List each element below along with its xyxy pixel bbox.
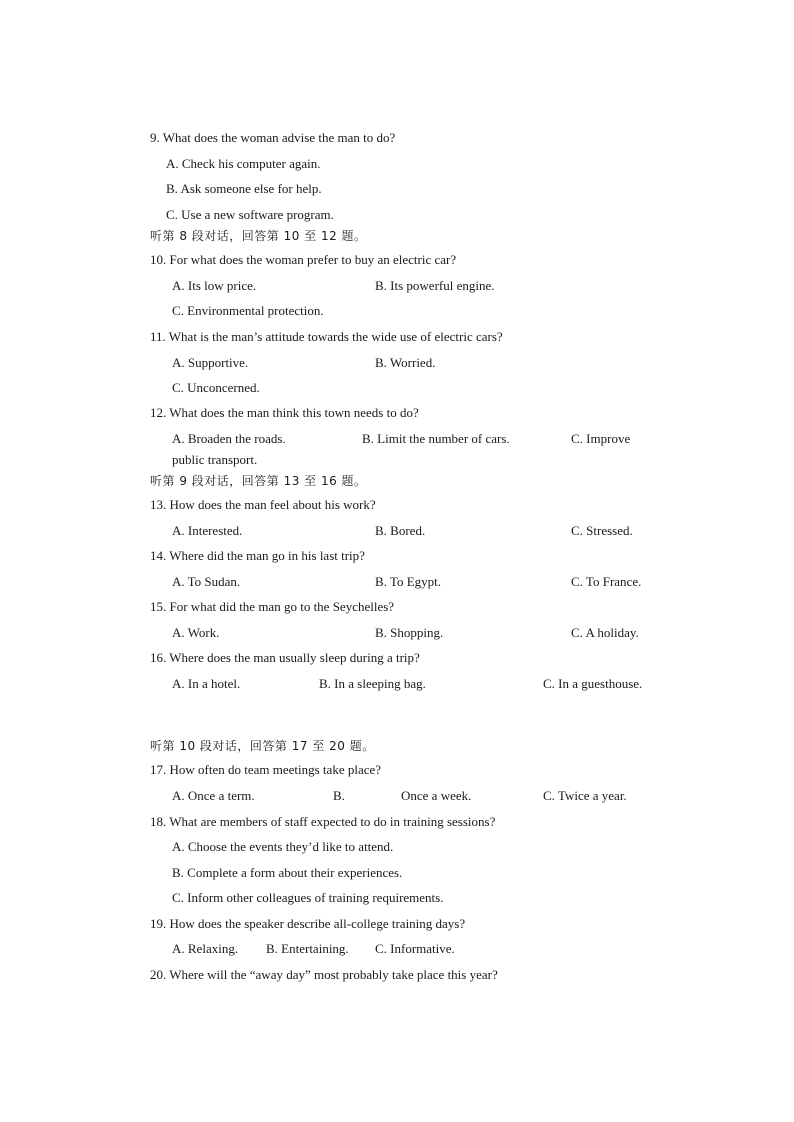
question-10-stem: 10. For what does the woman prefer to buy an electric car? [150,252,457,267]
question-9-stem: 9. What does the woman advise the man to do? [150,130,396,145]
question-10-option-a: A. Its low price. [172,278,257,293]
question-13-option-c: C. Stressed. [571,523,633,538]
question-9-option-c: C. Use a new software program. [166,207,334,222]
question-16-option-a: A. In a hotel. [172,676,241,691]
question-15-stem: 15. For what did the man go to the Seychelles? [150,599,395,614]
question-18-option-a: A. Choose the events they’d like to attend. [172,839,394,854]
question-14-option-a: A. To Sudan. [172,574,241,589]
question-11-option-b: B. Worried. [375,355,436,370]
question-11-option-a: A. Supportive. [172,355,249,370]
question-16-option-b: B. In a sleeping bag. [319,676,426,691]
question-15-option-b: B. Shopping. [375,625,444,640]
question-17-option-b-letter: B. [333,788,345,803]
question-14-stem: 14. Where did the man go in his last trip? [150,548,365,563]
question-19-option-b: B. Entertaining. [266,941,349,956]
question-10-option-b: B. Its powerful engine. [375,278,495,293]
question-18-option-c: C. Inform other colleagues of training requirements. [172,890,444,905]
question-14-option-b: B. To Egypt. [375,574,442,589]
question-12-option-c-continued: public transport. [172,452,258,467]
question-17-option-b: Once a week. [401,788,472,803]
question-9-option-b: B. Ask someone else for help. [166,181,322,196]
question-18-stem: 18. What are members of staff expected to do in training sessions? [150,814,496,829]
question-11-stem: 11. What is the man’s attitude towards the wide use of electric cars? [150,329,503,344]
question-15-option-a: A. Work. [172,625,220,640]
question-9-option-a: A. Check his computer again. [166,156,321,171]
question-17-option-a: A. Once a term. [172,788,255,803]
question-20-stem: 20. Where will the “away day” most probably take place this year? [150,967,498,982]
question-12-stem: 12. What does the man think this town needs to do? [150,405,419,420]
question-15-option-c: C. A holiday. [571,625,639,640]
question-17-option-c: C. Twice a year. [543,788,627,803]
question-16-option-c: C. In a guesthouse. [543,676,643,691]
section-10-instruction: 听第 10 段对话，回答第 17 至 20 题。 [150,739,375,753]
question-14-option-c: C. To France. [571,574,642,589]
question-18-option-b: B. Complete a form about their experiences. [172,865,403,880]
question-19-option-a: A. Relaxing. [172,941,239,956]
question-10-option-c: C. Environmental protection. [172,303,324,318]
question-12-option-c: C. Improve [571,431,631,446]
question-17-stem: 17. How often do team meetings take place? [150,762,382,777]
question-19-option-c: C. Informative. [375,941,455,956]
question-13-option-b: B. Bored. [375,523,426,538]
question-11-option-c: C. Unconcerned. [172,380,260,395]
question-13-option-a: A. Interested. [172,523,243,538]
question-13-stem: 13. How does the man feel about his work? [150,497,376,512]
question-12-option-a: A. Broaden the roads. [172,431,286,446]
question-16-stem: 16. Where does the man usually sleep during a trip? [150,650,420,665]
question-19-stem: 19. How does the speaker describe all-college training days? [150,916,466,931]
question-12-option-b: B. Limit the number of cars. [362,431,510,446]
section-8-instruction: 听第 8 段对话，回答第 10 至 12 题。 [150,229,367,243]
section-9-instruction: 听第 9 段对话，回答第 13 至 16 题。 [150,474,367,488]
